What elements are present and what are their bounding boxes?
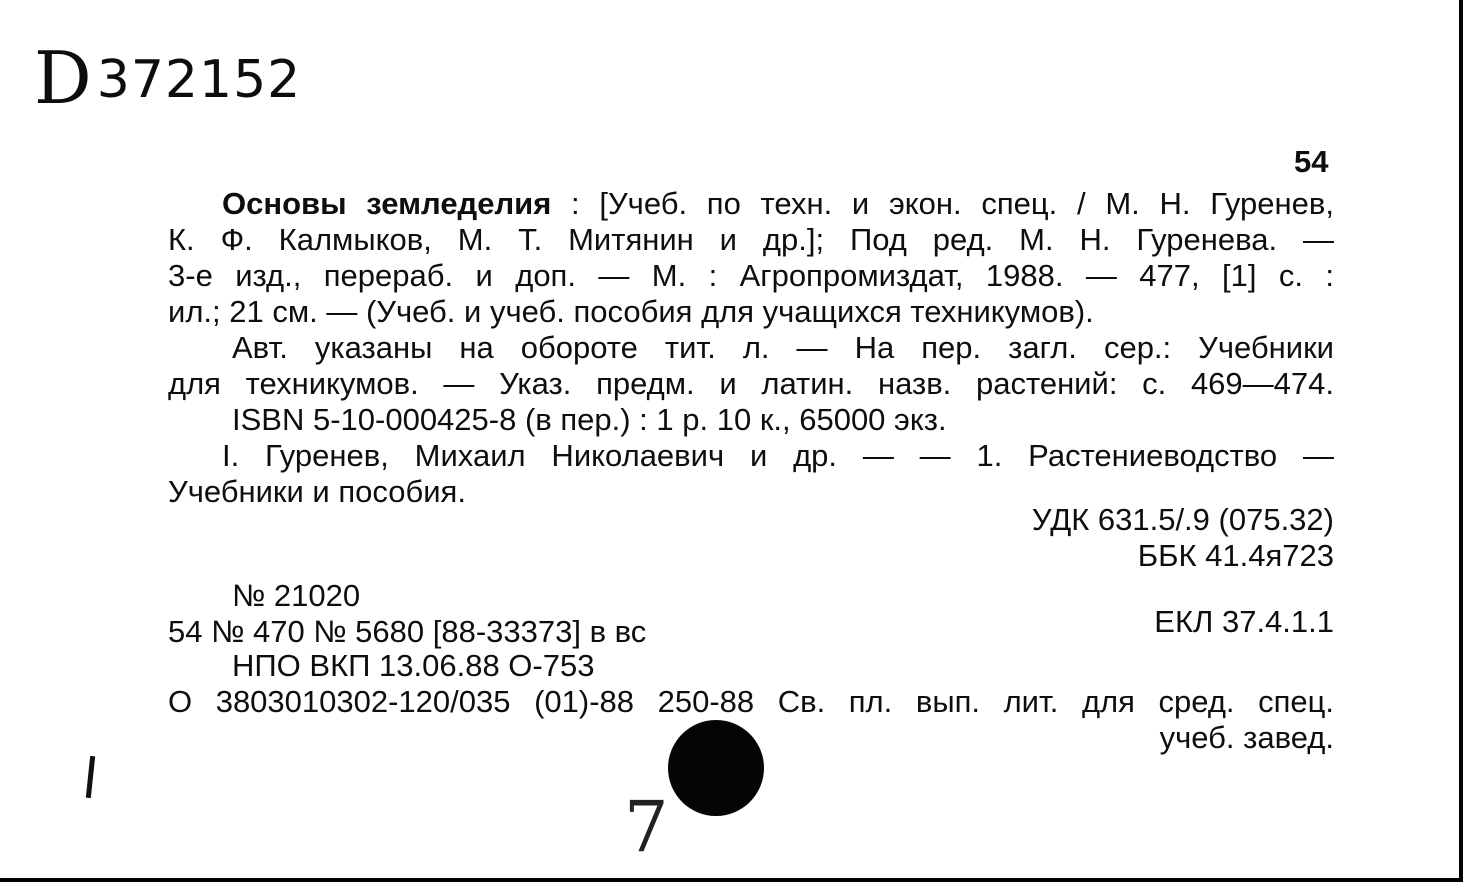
- book-title: Основы земледелия: [222, 186, 552, 221]
- isbn-line: ISBN 5-10-000425-8 (в пер.) : 1 р. 10 к., 65000 экз.: [232, 402, 947, 437]
- handwritten-mark: 7: [624, 786, 669, 868]
- entry-line-1: [222, 186, 1334, 222]
- tracing-line-1: I. Гуренев, Михаил Николаевич и др. — — 1. Растениеводство —: [222, 438, 1334, 473]
- inventory-stamp: [34, 36, 301, 120]
- stamp-number: 372152: [96, 50, 302, 110]
- bbk-code: ББК 41.4я723: [1137, 538, 1334, 573]
- print-line-3: НПО ВКП 13.06.88 О-753: [232, 648, 595, 683]
- stamp-letter: D: [34, 36, 93, 120]
- print-line-4: О 3803010302-120/035 (01)-88 250-88 Св. пл. вып. лит. для сред. спец.: [168, 684, 1334, 719]
- entry-line-2: К. Ф. Калмыков, М. Т. Митянин и др.]; Под ред. М. Н. Гуренева. —: [168, 222, 1334, 257]
- note-line-2: для техникумов. — Указ. предм. и латин. назв. растений: с. 469—474.: [168, 366, 1334, 401]
- entry-line-3: 3-е изд., перераб. и доп. — М. : Агропромиздат, 1988. — 477, [1] с. :: [168, 258, 1334, 293]
- card-number: 54: [1294, 144, 1329, 179]
- ekl-code: ЕКЛ 37.4.1.1: [1154, 604, 1334, 639]
- print-line-2: 54 № 470 № 5680 [88-33373] в вс: [168, 614, 647, 649]
- udk-code: УДК 631.5/.9 (075.32): [1031, 502, 1334, 537]
- entry-line-4: ил.; 21 см. — (Учеб. и учеб. пособия для учащихся техникумов).: [168, 294, 1094, 329]
- order-number: № 21020: [232, 578, 361, 613]
- print-line-5: учеб. завед.: [1159, 720, 1334, 755]
- ink-blot: [668, 720, 764, 816]
- note-line-1: Авт. указаны на обороте тит. л. — На пер. загл. сер.: Учебники: [232, 330, 1334, 365]
- pen-tick-mark: [86, 756, 95, 798]
- tracing-line-2: Учебники и пособия.: [168, 474, 466, 509]
- entry-line-1-rest: : [Учеб. по техн. и экон. спец. / М. Н. Гуренев,: [551, 186, 1334, 221]
